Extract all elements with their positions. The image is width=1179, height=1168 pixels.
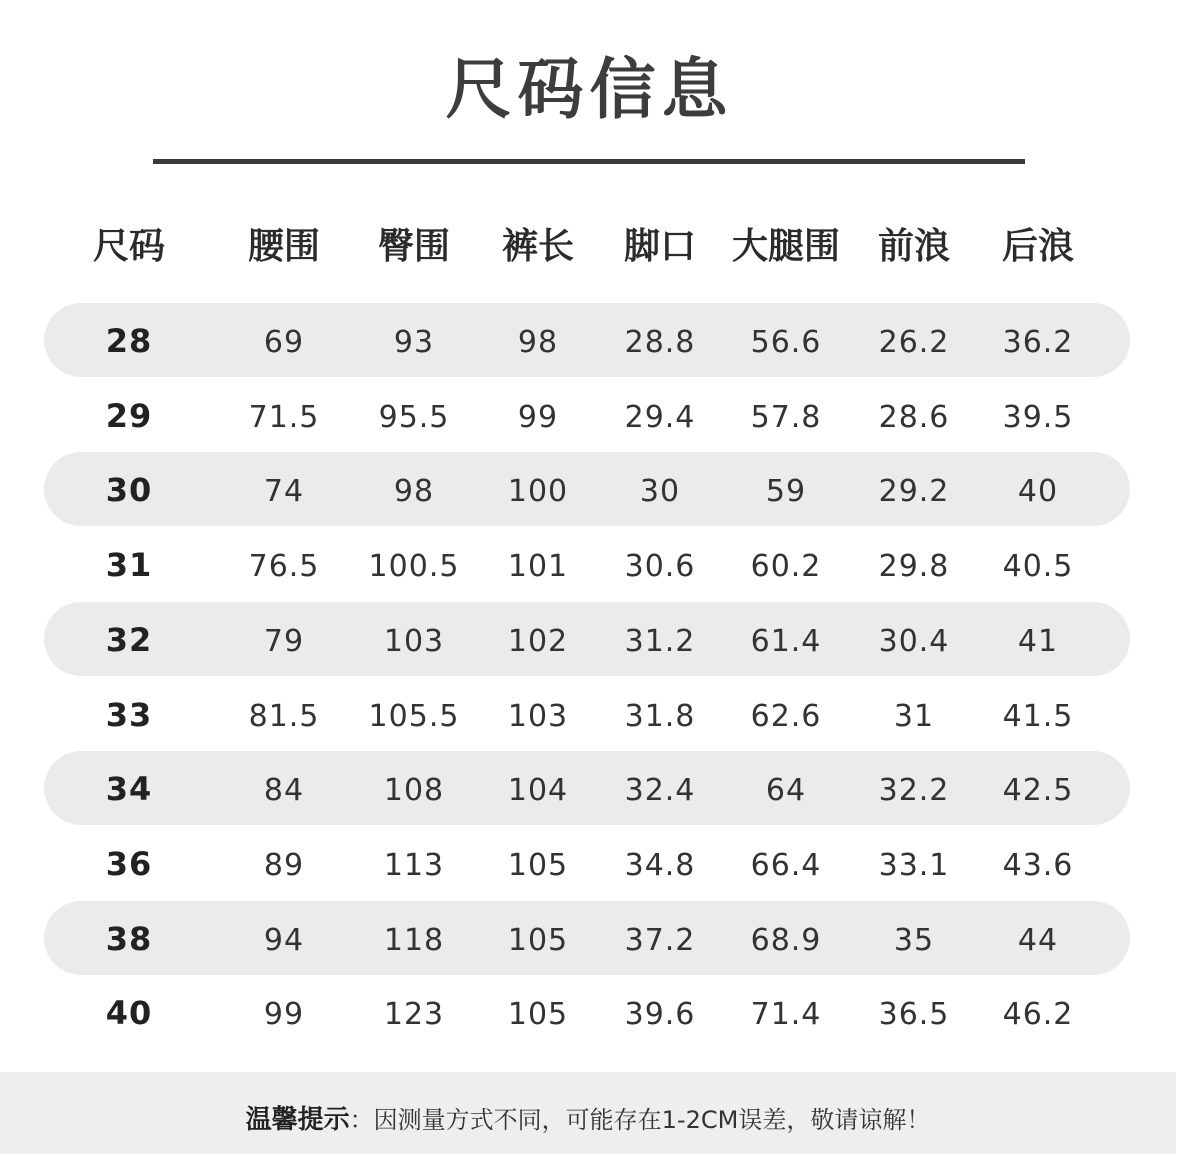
table-cell: 105.5: [368, 699, 460, 734]
table-cell: 71.4: [750, 997, 822, 1032]
table-cell: 60.2: [750, 549, 822, 584]
table-cell: 69: [263, 325, 305, 360]
table-cell: 30: [639, 474, 681, 509]
size-cell: 38: [105, 920, 153, 958]
column-header-thigh: 大腿围: [731, 226, 841, 267]
table-cell: 66.4: [750, 848, 822, 883]
table-cell: 105: [507, 923, 569, 958]
table-cell: 34.8: [624, 848, 696, 883]
table-cell: 30.4: [878, 624, 950, 659]
column-header-length: 裤长: [501, 226, 575, 267]
table-cell: 99: [517, 400, 559, 435]
table-cell: 26.2: [878, 325, 950, 360]
size-cell: 31: [105, 546, 153, 584]
footer-separator: ：: [349, 1106, 374, 1134]
size-cell: 34: [105, 770, 153, 808]
table-cell: 41: [1017, 624, 1059, 659]
table-cell: 46.2: [1002, 997, 1074, 1032]
table-cell: 31.2: [624, 624, 696, 659]
table-cell: 29.2: [878, 474, 950, 509]
size-cell: 40: [105, 994, 153, 1032]
table-row: [44, 677, 1130, 751]
table-cell: 39.5: [1002, 400, 1074, 435]
title-divider: [153, 159, 1025, 164]
size-cell: 28: [105, 322, 153, 360]
page-title: 尺码信息: [445, 51, 734, 128]
table-cell: 28.6: [878, 400, 950, 435]
table-cell: 40: [1017, 474, 1059, 509]
table-cell: 64: [765, 773, 807, 808]
table-row: [44, 303, 1130, 377]
table-row: [44, 751, 1130, 825]
table-cell: 98: [393, 474, 435, 509]
table-cell: 105: [507, 848, 569, 883]
table-cell: 113: [383, 848, 445, 883]
table-cell: 79: [263, 624, 305, 659]
table-cell: 36.5: [878, 997, 950, 1032]
table-cell: 28.8: [624, 325, 696, 360]
table-cell: 44: [1017, 923, 1059, 958]
table-cell: 30.6: [624, 549, 696, 584]
column-header-size: 尺码: [92, 226, 166, 267]
table-cell: 32.2: [878, 773, 950, 808]
size-cell: 29: [105, 397, 153, 435]
table-cell: 42.5: [1002, 773, 1074, 808]
table-cell: 39.6: [624, 997, 696, 1032]
table-row: [44, 602, 1130, 676]
table-row: [44, 975, 1130, 1049]
table-cell: 118: [383, 923, 445, 958]
footer-message: 因测量方式不同，可能存在1-2CM误差，敬请谅解！: [373, 1106, 931, 1134]
table-cell: 71.5: [248, 400, 320, 435]
table-row: [44, 901, 1130, 975]
size-cell: 36: [105, 845, 153, 883]
size-cell: 32: [105, 621, 153, 659]
table-cell: 81.5: [248, 699, 320, 734]
table-cell: 103: [383, 624, 445, 659]
table-cell: 40.5: [1002, 549, 1074, 584]
table-cell: 59: [765, 474, 807, 509]
table-cell: 101: [507, 549, 569, 584]
footer-label: 温馨提示: [245, 1105, 350, 1135]
table-cell: 108: [383, 773, 445, 808]
table-row: [44, 826, 1130, 900]
table-cell: 93: [393, 325, 435, 360]
table-cell: 74: [263, 474, 305, 509]
table-cell: 43.6: [1002, 848, 1074, 883]
footer-notice-text: [0, 1072, 1176, 1154]
table-cell: 84: [263, 773, 305, 808]
table-cell: 94: [263, 923, 305, 958]
table-cell: 37.2: [624, 923, 696, 958]
table-cell: 98: [517, 325, 559, 360]
table-cell: 76.5: [248, 549, 320, 584]
table-cell: 29.8: [878, 549, 950, 584]
table-cell: 105: [507, 997, 569, 1032]
size-cell: 30: [105, 471, 153, 509]
table-cell: 62.6: [750, 699, 822, 734]
table-cell: 89: [263, 848, 305, 883]
table-cell: 100: [507, 474, 569, 509]
table-cell: 33.1: [878, 848, 950, 883]
table-cell: 102: [507, 624, 569, 659]
column-header-waist: 腰围: [247, 226, 321, 267]
table-cell: 36.2: [1002, 325, 1074, 360]
table-row: [44, 452, 1130, 526]
table-header: [0, 222, 1179, 272]
footer-notice: [0, 1072, 1176, 1154]
table-cell: 61.4: [750, 624, 822, 659]
table-cell: 57.8: [750, 400, 822, 435]
table-cell: 104: [507, 773, 569, 808]
table-cell: 123: [383, 997, 445, 1032]
table-cell: 95.5: [378, 400, 450, 435]
table-cell: 100.5: [368, 549, 460, 584]
table-cell: 35: [893, 923, 935, 958]
table-cell: 68.9: [750, 923, 822, 958]
column-header-back-rise: 后浪: [1001, 226, 1075, 267]
table-cell: 103: [507, 699, 569, 734]
table-row: [44, 527, 1130, 601]
table-cell: 32.4: [624, 773, 696, 808]
table-cell: 41.5: [1002, 699, 1074, 734]
column-header-leg-opening: 脚口: [623, 226, 697, 267]
column-header-front-rise: 前浪: [877, 226, 951, 267]
table-cell: 31.8: [624, 699, 696, 734]
table-cell: 31: [893, 699, 935, 734]
table-row: [44, 378, 1130, 452]
column-header-hip: 臀围: [377, 226, 451, 267]
size-cell: 33: [105, 696, 153, 734]
table-cell: 29.4: [624, 400, 696, 435]
table-cell: 56.6: [750, 325, 822, 360]
table-cell: 99: [263, 997, 305, 1032]
